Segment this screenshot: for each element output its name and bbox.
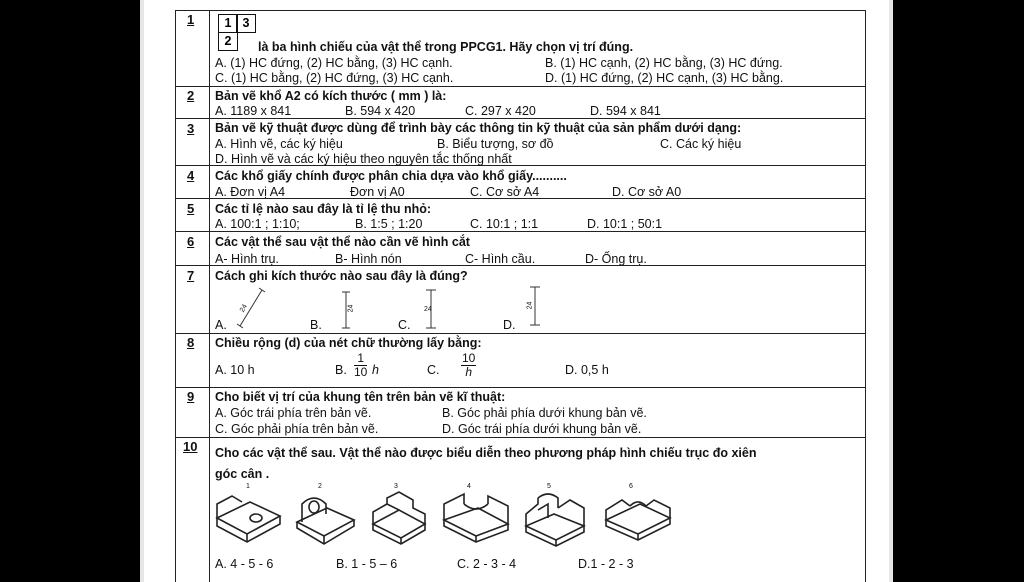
row-line [175,118,865,119]
dim-label-a: 24 [238,303,249,314]
option-c[interactable]: C. 2 - 3 - 4 [457,557,517,571]
question-number: 8 [187,335,195,350]
row-line [175,10,865,11]
option-a[interactable]: A. (1) HC đứng, (2) HC bằng, (3) HC cạnh. [215,56,453,70]
option-d[interactable]: D. (1) HC đứng, (2) HC cạnh, (3) HC bằng. [545,71,784,85]
page-edge-right [889,0,893,582]
option-a[interactable]: A. Hình vẽ, các ký hiệu [215,137,343,151]
question-stem: Các khổ giấy chính được phân chia dựa vào khổ giấy.......... [215,169,567,183]
option-d[interactable]: D. 0,5 h [565,363,609,377]
figure-label: 3 [394,483,398,490]
option-a[interactable]: A. 1189 x 841 [215,104,292,118]
question-number: 1 [187,12,195,27]
option-c[interactable]: C. 10:1 ; 1:1 [470,217,539,231]
option-b[interactable]: B. 1:5 ; 1:20 [355,217,423,231]
option-d[interactable]: D. Cơ sở A0 [612,185,682,199]
exam-page [140,0,893,582]
figure-label: 4 [467,483,471,490]
row-line [175,333,865,334]
option-b[interactable]: B. [310,318,322,332]
fraction-c: $\frac{10}{h}$ [462,351,476,379]
figure-label: 5 [547,483,551,490]
fraction-b-suffix: h [372,363,379,377]
option-d[interactable]: D. Hình vẽ và các ký hiệu theo nguyên tắc thống nhất [215,152,512,166]
option-c[interactable]: C. [427,363,440,377]
option-c[interactable]: C. Các ký hiệu [660,137,742,151]
option-b[interactable]: B. Biểu tượng, sơ đồ [437,137,554,151]
view-box-2: 2 [218,32,238,51]
option-a[interactable]: A. Đơn vị A4 [215,185,286,199]
question-stem: Chiều rộng (d) của nét chữ thường lấy bằng: [215,336,482,350]
dim-label-b: 24 [347,304,355,313]
question-stem: là ba hình chiếu của vật thể trong PPCG1. Hãy chọn vị trí đúng. [258,40,634,54]
option-b[interactable]: B. [335,363,347,377]
answer-column-divider [865,10,866,582]
row-line [175,231,865,232]
option-b[interactable]: B. 594 x 420 [345,104,416,118]
question-number: 5 [187,201,195,216]
row-line [175,437,865,438]
object-2 [292,490,362,550]
option-b[interactable]: Đơn vị A0 [350,185,405,199]
option-d[interactable]: D.1 - 2 - 3 [578,557,634,571]
dim-label-d: 24 [526,301,534,310]
question-number: 2 [187,88,195,103]
question-number: 7 [187,268,195,283]
question-stem-line-2: góc cân . [215,467,270,481]
question-stem: Các vật thể sau vật thể nào cần vẽ hình cắt [215,235,470,249]
question-stem: Cách ghi kích thước nào sau đây là đúng? [215,269,468,283]
row-line [175,387,865,388]
option-b[interactable]: B. Góc phải phía dưới khung bản vẽ. [442,406,647,420]
option-c[interactable]: C. 297 x 420 [465,104,536,118]
option-c[interactable]: C. (1) HC bằng, (2) HC đứng, (3) HC cạnh. [215,71,454,85]
question-number: 3 [187,121,195,136]
table-border-left [175,10,176,582]
option-a[interactable]: A- Hình trụ. [215,252,279,266]
option-b[interactable]: B. 1 - 5 – 6 [336,557,398,571]
option-d[interactable]: D. 594 x 841 [590,104,661,118]
fraction-b: $\frac{1}{10}$ [354,351,368,379]
view-box-3: 3 [236,14,256,33]
view-box-1: 1 [218,14,238,33]
option-d[interactable]: D. [503,318,516,332]
option-b[interactable]: B- Hình nón [335,252,402,266]
object-1 [212,490,287,550]
option-a[interactable]: A. 10 h [215,363,255,377]
question-stem: Bản vẽ kỹ thuật được dùng để trình bày các thông tin kỹ thuật của sản phẩm dưới dạng: [215,121,742,135]
question-number: 10 [183,439,198,454]
option-c[interactable]: C. Cơ sở A4 [470,185,540,199]
question-stem: Bản vẽ khổ A2 có kích thước ( mm ) là: [215,89,447,103]
dimension-figure-a [232,286,272,331]
row-line [175,86,865,87]
option-d[interactable]: D. 10:1 ; 50:1 [587,217,663,231]
option-c[interactable]: C- Hình cầu. [465,252,536,266]
option-a[interactable]: A. 4 - 5 - 6 [215,557,274,571]
option-c[interactable]: C. [398,318,411,332]
option-a[interactable]: A. Góc trái phía trên bản vẽ. [215,406,372,420]
object-6 [600,490,680,550]
option-c[interactable]: C. Góc phải phía trên bản vẽ. [215,422,379,436]
figure-label: 1 [246,483,250,490]
question-stem: Các tỉ lệ nào sau đây là tỉ lệ thu nhỏ: [215,202,432,216]
object-5 [518,490,598,550]
question-number: 9 [187,389,195,404]
option-a[interactable]: A. 100:1 ; 1:10; [215,217,300,231]
option-d[interactable]: D- Ống trụ. [585,252,647,266]
object-3 [365,490,440,550]
question-stem: Cho biết vị trí của khung tên trên bản vẽ kĩ thuật: [215,390,506,404]
dim-label-c: 24 [424,306,432,313]
option-d[interactable]: D. Góc trái phía dưới khung bản vẽ. [442,422,642,436]
question-number: 6 [187,234,195,249]
figure-label: 2 [318,483,322,490]
option-a[interactable]: A. [215,318,227,332]
page-edge-left [140,0,144,582]
question-number: 4 [187,168,195,183]
object-4 [438,490,518,550]
option-b[interactable]: B. (1) HC cạnh, (2) HC bằng, (3) HC đứng. [545,56,783,70]
question-stem-line-1: Cho các vật thể sau. Vật thể nào được biểu diễn theo phương pháp hình chiếu trục đo xiên [215,446,757,460]
number-column-divider [209,10,210,582]
figure-label: 6 [629,483,633,490]
